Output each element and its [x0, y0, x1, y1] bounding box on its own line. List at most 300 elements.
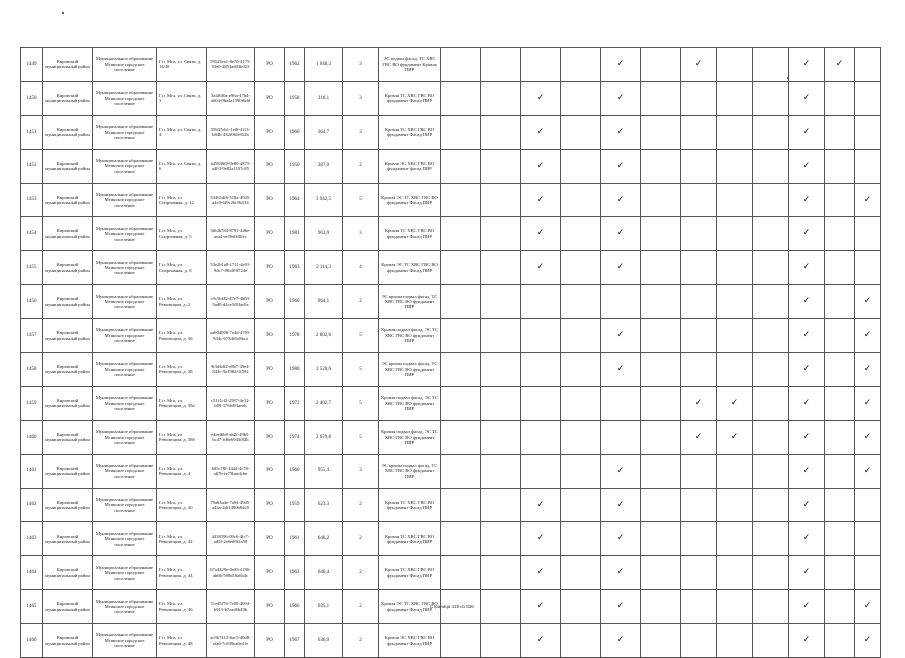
check-cell: [641, 319, 681, 353]
table-row: [21, 217, 881, 251]
check-mark-icon: ✓: [616, 126, 625, 137]
check-cell: [681, 251, 717, 285]
check-cell: [855, 48, 881, 82]
check-cell: [561, 386, 601, 420]
check-cell: [753, 420, 789, 454]
check-mark-icon: ✓: [863, 330, 872, 341]
check-cell: [855, 488, 881, 522]
address-cell: Г.п. Мга, ул. Связи, д. 14/48: [157, 48, 207, 82]
works-cell: Кровля ТС ХВС ГВС ВО фундамент Фасад ПИР: [379, 522, 441, 556]
check-cell: [825, 48, 855, 82]
row-id: 1459: [21, 386, 43, 420]
area-cell: 963,9: [305, 217, 343, 251]
check-cell: [825, 353, 855, 387]
floors-cell: 2: [343, 285, 379, 319]
floors-cell: 3: [343, 217, 379, 251]
check-cell: [753, 454, 789, 488]
works-cell: ЭС крыша подвал фасад, ТС ХВС ГВС ВО фундамент ПИР: [379, 285, 441, 319]
row-id: 1453: [21, 183, 43, 217]
check-cell: [681, 590, 717, 624]
municipality-cell: Муниципальное образование Мгинское городское поселение: [93, 183, 157, 217]
check-cell: [717, 420, 753, 454]
check-cell: [481, 183, 521, 217]
check-mark-icon: ✓: [863, 194, 872, 205]
municipality-cell: Муниципальное образование Мгинское городское поселение: [93, 522, 157, 556]
check-cell: [789, 149, 825, 183]
row-id: 1466: [21, 624, 43, 658]
check-cell: [753, 149, 789, 183]
works-cell: ЭС крыша подвал фасад, ТС ХВС ГВС ВО фундамент ПИР: [379, 454, 441, 488]
check-cell: [753, 386, 789, 420]
year-cell: 1958: [285, 81, 305, 115]
address-cell: Г.п. Мга, ул. Революции, д. 42: [157, 522, 207, 556]
check-cell: [641, 590, 681, 624]
check-cell: [681, 319, 717, 353]
check-cell: [521, 386, 561, 420]
year-cell: 1962: [285, 556, 305, 590]
address-cell: Г.п. Мга, ул. Революции, д. 46: [157, 590, 207, 624]
check-cell: [521, 590, 561, 624]
check-cell: [601, 217, 641, 251]
check-cell: [717, 285, 753, 319]
district-cell: Кировский муниципальный район: [43, 217, 93, 251]
check-cell: [855, 149, 881, 183]
check-cell: [825, 488, 855, 522]
check-cell: [481, 285, 521, 319]
check-cell: [521, 183, 561, 217]
guid-cell: 59b37eb1-1e8f-4f13-b84b-432f06fe952b: [207, 115, 255, 149]
type-cell: РО: [255, 149, 285, 183]
year-cell: 1960: [285, 454, 305, 488]
check-cell: [561, 48, 601, 82]
check-cell: [855, 81, 881, 115]
check-mark-icon: ✓: [730, 397, 739, 408]
check-cell: [855, 353, 881, 387]
check-cell: [753, 81, 789, 115]
table-row: [21, 624, 881, 658]
check-cell: [681, 183, 717, 217]
type-cell: РО: [255, 420, 285, 454]
district-cell: Кировский муниципальный район: [43, 81, 93, 115]
floors-cell: 5: [343, 420, 379, 454]
check-cell: [855, 251, 881, 285]
check-cell: [825, 81, 855, 115]
check-cell: [825, 386, 855, 420]
check-cell: [789, 386, 825, 420]
area-cell: 318,1: [305, 81, 343, 115]
check-cell: [753, 522, 789, 556]
check-cell: [825, 454, 855, 488]
guid-cell: c9c5bf42-47e7-4b03-9ad0-d4ce5f83ac0a: [207, 285, 255, 319]
check-mark-icon: ✓: [536, 533, 545, 544]
check-cell: [717, 386, 753, 420]
check-cell: [825, 556, 855, 590]
check-cell: [521, 217, 561, 251]
area-cell: 2 602,6: [305, 319, 343, 353]
check-cell: [681, 149, 717, 183]
row-id: 1462: [21, 488, 43, 522]
district-cell: Кировский муниципальный район: [43, 353, 93, 387]
check-mark-icon: ✓: [802, 92, 811, 103]
table-row: [21, 81, 881, 115]
check-cell: [789, 319, 825, 353]
address-cell: Г.п. Мга, ул. Революции, д. 2: [157, 285, 207, 319]
check-cell: [521, 454, 561, 488]
check-mark-icon: ✓: [802, 228, 811, 239]
check-mark-icon: ✓: [802, 431, 811, 442]
check-cell: [641, 251, 681, 285]
table-row: [21, 251, 881, 285]
works-cell: ЭС крыша подвал фасад, ТС ХВС ГВС ВО фундамент ПИР: [379, 353, 441, 387]
check-cell: [753, 183, 789, 217]
area-cell: 287,0: [305, 149, 343, 183]
check-mark-icon: ✓: [802, 601, 811, 612]
check-cell: [441, 319, 481, 353]
address-cell: Г.п. Мга, ул. Связи, д. 3: [157, 81, 207, 115]
check-cell: [825, 319, 855, 353]
check-mark-icon: ✓: [616, 92, 625, 103]
municipality-cell: Муниципальное образование Мгинское городское поселение: [93, 386, 157, 420]
check-cell: [753, 115, 789, 149]
check-mark-icon: ✓: [802, 567, 811, 578]
check-cell: [717, 217, 753, 251]
table-row: [21, 149, 881, 183]
row-id: 1461: [21, 454, 43, 488]
municipality-cell: Муниципальное образование Мгинское городское поселение: [93, 353, 157, 387]
check-cell: [681, 115, 717, 149]
address-cell: Г.п. Мга, ул. Революции, д. 38: [157, 353, 207, 387]
check-cell: [641, 81, 681, 115]
check-cell: [521, 556, 561, 590]
check-cell: [753, 624, 789, 658]
check-cell: [521, 81, 561, 115]
floors-cell: 2: [343, 149, 379, 183]
check-cell: [717, 590, 753, 624]
check-mark-icon: ✓: [730, 431, 739, 442]
check-cell: [717, 353, 753, 387]
check-cell: [681, 386, 717, 420]
check-cell: [855, 624, 881, 658]
check-cell: [561, 81, 601, 115]
scan-speck: [787, 77, 789, 79]
type-cell: РО: [255, 251, 285, 285]
type-cell: РО: [255, 48, 285, 82]
scan-speck: [62, 12, 64, 14]
check-mark-icon: ✓: [694, 397, 703, 408]
guid-cell: ac9b7413-6ac5-4048-afad-7c839ea6e41e: [207, 624, 255, 658]
area-cell: 2 520,6: [305, 353, 343, 387]
check-cell: [825, 217, 855, 251]
check-cell: [521, 353, 561, 387]
register-table: [20, 47, 881, 658]
check-cell: [521, 115, 561, 149]
guid-cell: 9f3d4df2-e8b7-49e4-843c-9a1982f1f592: [207, 353, 255, 387]
guid-cell: e4eef6b9-ab2f-49b5-bc47-fd6e6943f02b: [207, 420, 255, 454]
year-cell: 1978: [285, 319, 305, 353]
area-cell: 1 048,3: [305, 48, 343, 82]
check-cell: [641, 183, 681, 217]
year-cell: 1980: [285, 353, 305, 387]
check-mark-icon: ✓: [616, 601, 625, 612]
check-cell: [641, 624, 681, 658]
check-mark-icon: ✓: [802, 533, 811, 544]
district-cell: Кировский муниципальный район: [43, 115, 93, 149]
check-cell: [717, 149, 753, 183]
check-cell: [789, 590, 825, 624]
check-cell: [601, 115, 641, 149]
municipality-cell: Муниципальное образование Мгинское городское поселение: [93, 454, 157, 488]
municipality-cell: Муниципальное образование Мгинское городское поселение: [93, 81, 157, 115]
check-cell: [789, 48, 825, 82]
district-cell: Кировский муниципальный район: [43, 556, 93, 590]
check-cell: [753, 217, 789, 251]
check-mark-icon: ✓: [802, 194, 811, 205]
check-cell: [521, 149, 561, 183]
check-cell: [789, 624, 825, 658]
check-cell: [601, 488, 641, 522]
check-mark-icon: ✓: [536, 567, 545, 578]
check-cell: [441, 454, 481, 488]
check-mark-icon: ✓: [863, 296, 872, 307]
guid-cell: 53465df6-518a-4945-a4c9-6f9c26c9b534: [207, 183, 255, 217]
municipality-cell: Муниципальное образование Мгинское городское поселение: [93, 48, 157, 82]
check-mark-icon: ✓: [694, 58, 703, 69]
guid-cell: c51f1cf2-2587-4e12-b09-176fd93aeeb: [207, 386, 255, 420]
check-mark-icon: ✓: [536, 601, 545, 612]
works-cell: Кровля ТС ХВС ГВС ВО фундамент Фасад ПИР: [379, 115, 441, 149]
check-cell: [855, 386, 881, 420]
address-cell: Г.п. Мга, ул. Спортивная, д. 12: [157, 183, 207, 217]
check-mark-icon: ✓: [616, 533, 625, 544]
floors-cell: 5: [343, 353, 379, 387]
check-cell: [441, 81, 481, 115]
check-mark-icon: ✓: [616, 465, 625, 476]
district-cell: Кировский муниципальный район: [43, 624, 93, 658]
check-mark-icon: ✓: [802, 635, 811, 646]
check-cell: [641, 386, 681, 420]
check-cell: [561, 251, 601, 285]
check-cell: [561, 285, 601, 319]
register-body: [21, 48, 881, 658]
district-cell: Кировский муниципальный район: [43, 48, 93, 82]
address-cell: Г.п. Мга, ул. Революции, д. 44: [157, 556, 207, 590]
works-cell: Кровля подвал фасад, ЭС ТС ХВС ГВС ВО фундамент ПИР: [379, 319, 441, 353]
check-cell: [825, 285, 855, 319]
year-cell: 1967: [285, 624, 305, 658]
check-cell: [789, 353, 825, 387]
table-row: [21, 285, 881, 319]
works-cell: Кровля ЭС ТС ХВС ГВС ВО фундамент Фасад ПИР: [379, 251, 441, 285]
check-mark-icon: ✓: [863, 465, 872, 476]
address-cell: Г.п. Мга, ул. Революции, д. 40: [157, 488, 207, 522]
district-cell: Кировский муниципальный район: [43, 319, 93, 353]
check-cell: [481, 556, 521, 590]
check-cell: [441, 251, 481, 285]
table-row: [21, 488, 881, 522]
municipality-cell: Муниципальное образование Мгинское городское поселение: [93, 556, 157, 590]
check-cell: [481, 522, 521, 556]
check-mark-icon: ✓: [802, 296, 811, 307]
check-cell: [641, 48, 681, 82]
municipality-cell: Муниципальное образование Мгинское городское поселение: [93, 319, 157, 353]
check-cell: [561, 488, 601, 522]
check-mark-icon: ✓: [536, 228, 545, 239]
address-cell: Г.п. Мга, ул. Революции, д. 38б: [157, 420, 207, 454]
check-cell: [441, 556, 481, 590]
year-cell: 1961: [285, 522, 305, 556]
guid-cell: 4438396-09c6-4fc7-ad5f-2e6ed9f2a58: [207, 522, 255, 556]
type-cell: РО: [255, 319, 285, 353]
check-mark-icon: ✓: [616, 635, 625, 646]
check-mark-icon: ✓: [802, 397, 811, 408]
check-cell: [441, 285, 481, 319]
check-cell: [441, 386, 481, 420]
check-cell: [601, 624, 641, 658]
municipality-cell: Муниципальное образование Мгинское городское поселение: [93, 420, 157, 454]
municipality-cell: Муниципальное образование Мгинское городское поселение: [93, 285, 157, 319]
check-cell: [521, 285, 561, 319]
check-cell: [521, 319, 561, 353]
check-cell: [601, 522, 641, 556]
check-mark-icon: ✓: [802, 262, 811, 273]
table-row: [21, 386, 881, 420]
area-cell: 635,1: [305, 590, 343, 624]
municipality-cell: Муниципальное образование Мгинское городское поселение: [93, 488, 157, 522]
check-cell: [789, 251, 825, 285]
check-cell: [753, 319, 789, 353]
check-mark-icon: ✓: [616, 363, 625, 374]
check-mark-icon: ✓: [536, 262, 545, 273]
check-cell: [601, 420, 641, 454]
check-cell: [789, 183, 825, 217]
table-row: [21, 353, 881, 387]
check-cell: [717, 115, 753, 149]
check-cell: [789, 522, 825, 556]
guid-cell: 4d5846f0-0e80-4875-a403-9e82a1107c85: [207, 149, 255, 183]
year-cell: 1963: [285, 251, 305, 285]
check-mark-icon: ✓: [616, 262, 625, 273]
check-cell: [753, 353, 789, 387]
address-cell: Г.п. Мга, ул. Революции, д. 4: [157, 454, 207, 488]
check-cell: [601, 353, 641, 387]
check-cell: [561, 624, 601, 658]
year-cell: 1974: [285, 420, 305, 454]
guid-cell: b85c78f-4444-4c78-a676-fe75bae4cbe: [207, 454, 255, 488]
check-cell: [789, 217, 825, 251]
check-cell: [753, 488, 789, 522]
floors-cell: 3: [343, 48, 379, 82]
type-cell: РО: [255, 183, 285, 217]
check-cell: [441, 420, 481, 454]
check-cell: [481, 386, 521, 420]
address-cell: Г.п. Мга, ул. Спортивная, д. 5: [157, 217, 207, 251]
check-mark-icon: ✓: [616, 330, 625, 341]
check-cell: [855, 420, 881, 454]
check-cell: [789, 81, 825, 115]
check-cell: [681, 624, 717, 658]
table-row: [21, 319, 881, 353]
table-row: [21, 115, 881, 149]
check-cell: [601, 48, 641, 82]
check-cell: [641, 522, 681, 556]
check-cell: [601, 556, 641, 590]
district-cell: Кировский муниципальный район: [43, 420, 93, 454]
check-mark-icon: ✓: [802, 363, 811, 374]
guid-cell: 5a4f6f0a-e96a-47b4-a604-0ba4a1390f6dd: [207, 81, 255, 115]
district-cell: Кировский муниципальный район: [43, 386, 93, 420]
floors-cell: 2: [343, 522, 379, 556]
check-cell: [441, 353, 481, 387]
works-cell: Кровля ТС ХВС ГВС ВО фундамент Фасад ПИР: [379, 488, 441, 522]
floors-cell: 5: [343, 183, 379, 217]
check-cell: [521, 420, 561, 454]
check-cell: [681, 353, 717, 387]
check-cell: [681, 217, 717, 251]
check-cell: [717, 488, 753, 522]
check-cell: [561, 183, 601, 217]
municipality-cell: Муниципальное образование Мгинское городское поселение: [93, 115, 157, 149]
area-cell: 955,4: [305, 454, 343, 488]
page-number: Страница 415 из 836: [430, 604, 474, 609]
check-cell: [717, 454, 753, 488]
check-cell: [641, 454, 681, 488]
check-cell: [825, 183, 855, 217]
check-cell: [717, 48, 753, 82]
check-cell: [481, 319, 521, 353]
area-cell: 640,4: [305, 556, 343, 590]
check-mark-icon: ✓: [835, 58, 844, 69]
year-cell: 1972: [285, 386, 305, 420]
row-id: 1449: [21, 48, 43, 82]
check-cell: [825, 624, 855, 658]
check-mark-icon: ✓: [536, 194, 545, 205]
check-cell: [561, 115, 601, 149]
floors-cell: 3: [343, 454, 379, 488]
works-cell: Кровля подвал фасад, ЭС ТС ХВС ГВС ВО фундамент ПИР: [379, 386, 441, 420]
guid-cell: 51ed5f76-7e80-4094-b913-b7ead6b49b: [207, 590, 255, 624]
check-cell: [825, 590, 855, 624]
type-cell: РО: [255, 386, 285, 420]
municipality-cell: Муниципальное образование Мгинское городское поселение: [93, 149, 157, 183]
municipality-cell: Муниципальное образование Мгинское городское поселение: [93, 217, 157, 251]
check-mark-icon: ✓: [616, 58, 625, 69]
check-cell: [855, 319, 881, 353]
year-cell: 1960: [285, 285, 305, 319]
check-cell: [601, 454, 641, 488]
check-cell: [481, 420, 521, 454]
type-cell: РО: [255, 285, 285, 319]
check-cell: [789, 488, 825, 522]
row-id: 1450: [21, 81, 43, 115]
year-cell: 1950: [285, 149, 305, 183]
check-cell: [521, 522, 561, 556]
guid-cell: 59523ea1-8e76-4175-93e6-2853ad03b023: [207, 48, 255, 82]
check-cell: [681, 522, 717, 556]
type-cell: РО: [255, 81, 285, 115]
check-mark-icon: ✓: [616, 228, 625, 239]
check-cell: [789, 556, 825, 590]
check-cell: [855, 115, 881, 149]
table-row: [21, 556, 881, 590]
check-cell: [825, 115, 855, 149]
works-cell: Кровля ЭС ХВС ГВС ВО фундамент фасад ПИР: [379, 149, 441, 183]
check-mark-icon: ✓: [802, 330, 811, 341]
area-cell: 364,7: [305, 115, 343, 149]
guid-cell: 67a4429e-0e03-4196-ab66-598d18a6b4c: [207, 556, 255, 590]
floors-cell: 2: [343, 624, 379, 658]
works-cell: Кровля ЭС ХВС ГВС ВО фундамент Фасад ПИР: [379, 624, 441, 658]
area-cell: 2 679,8: [305, 420, 343, 454]
